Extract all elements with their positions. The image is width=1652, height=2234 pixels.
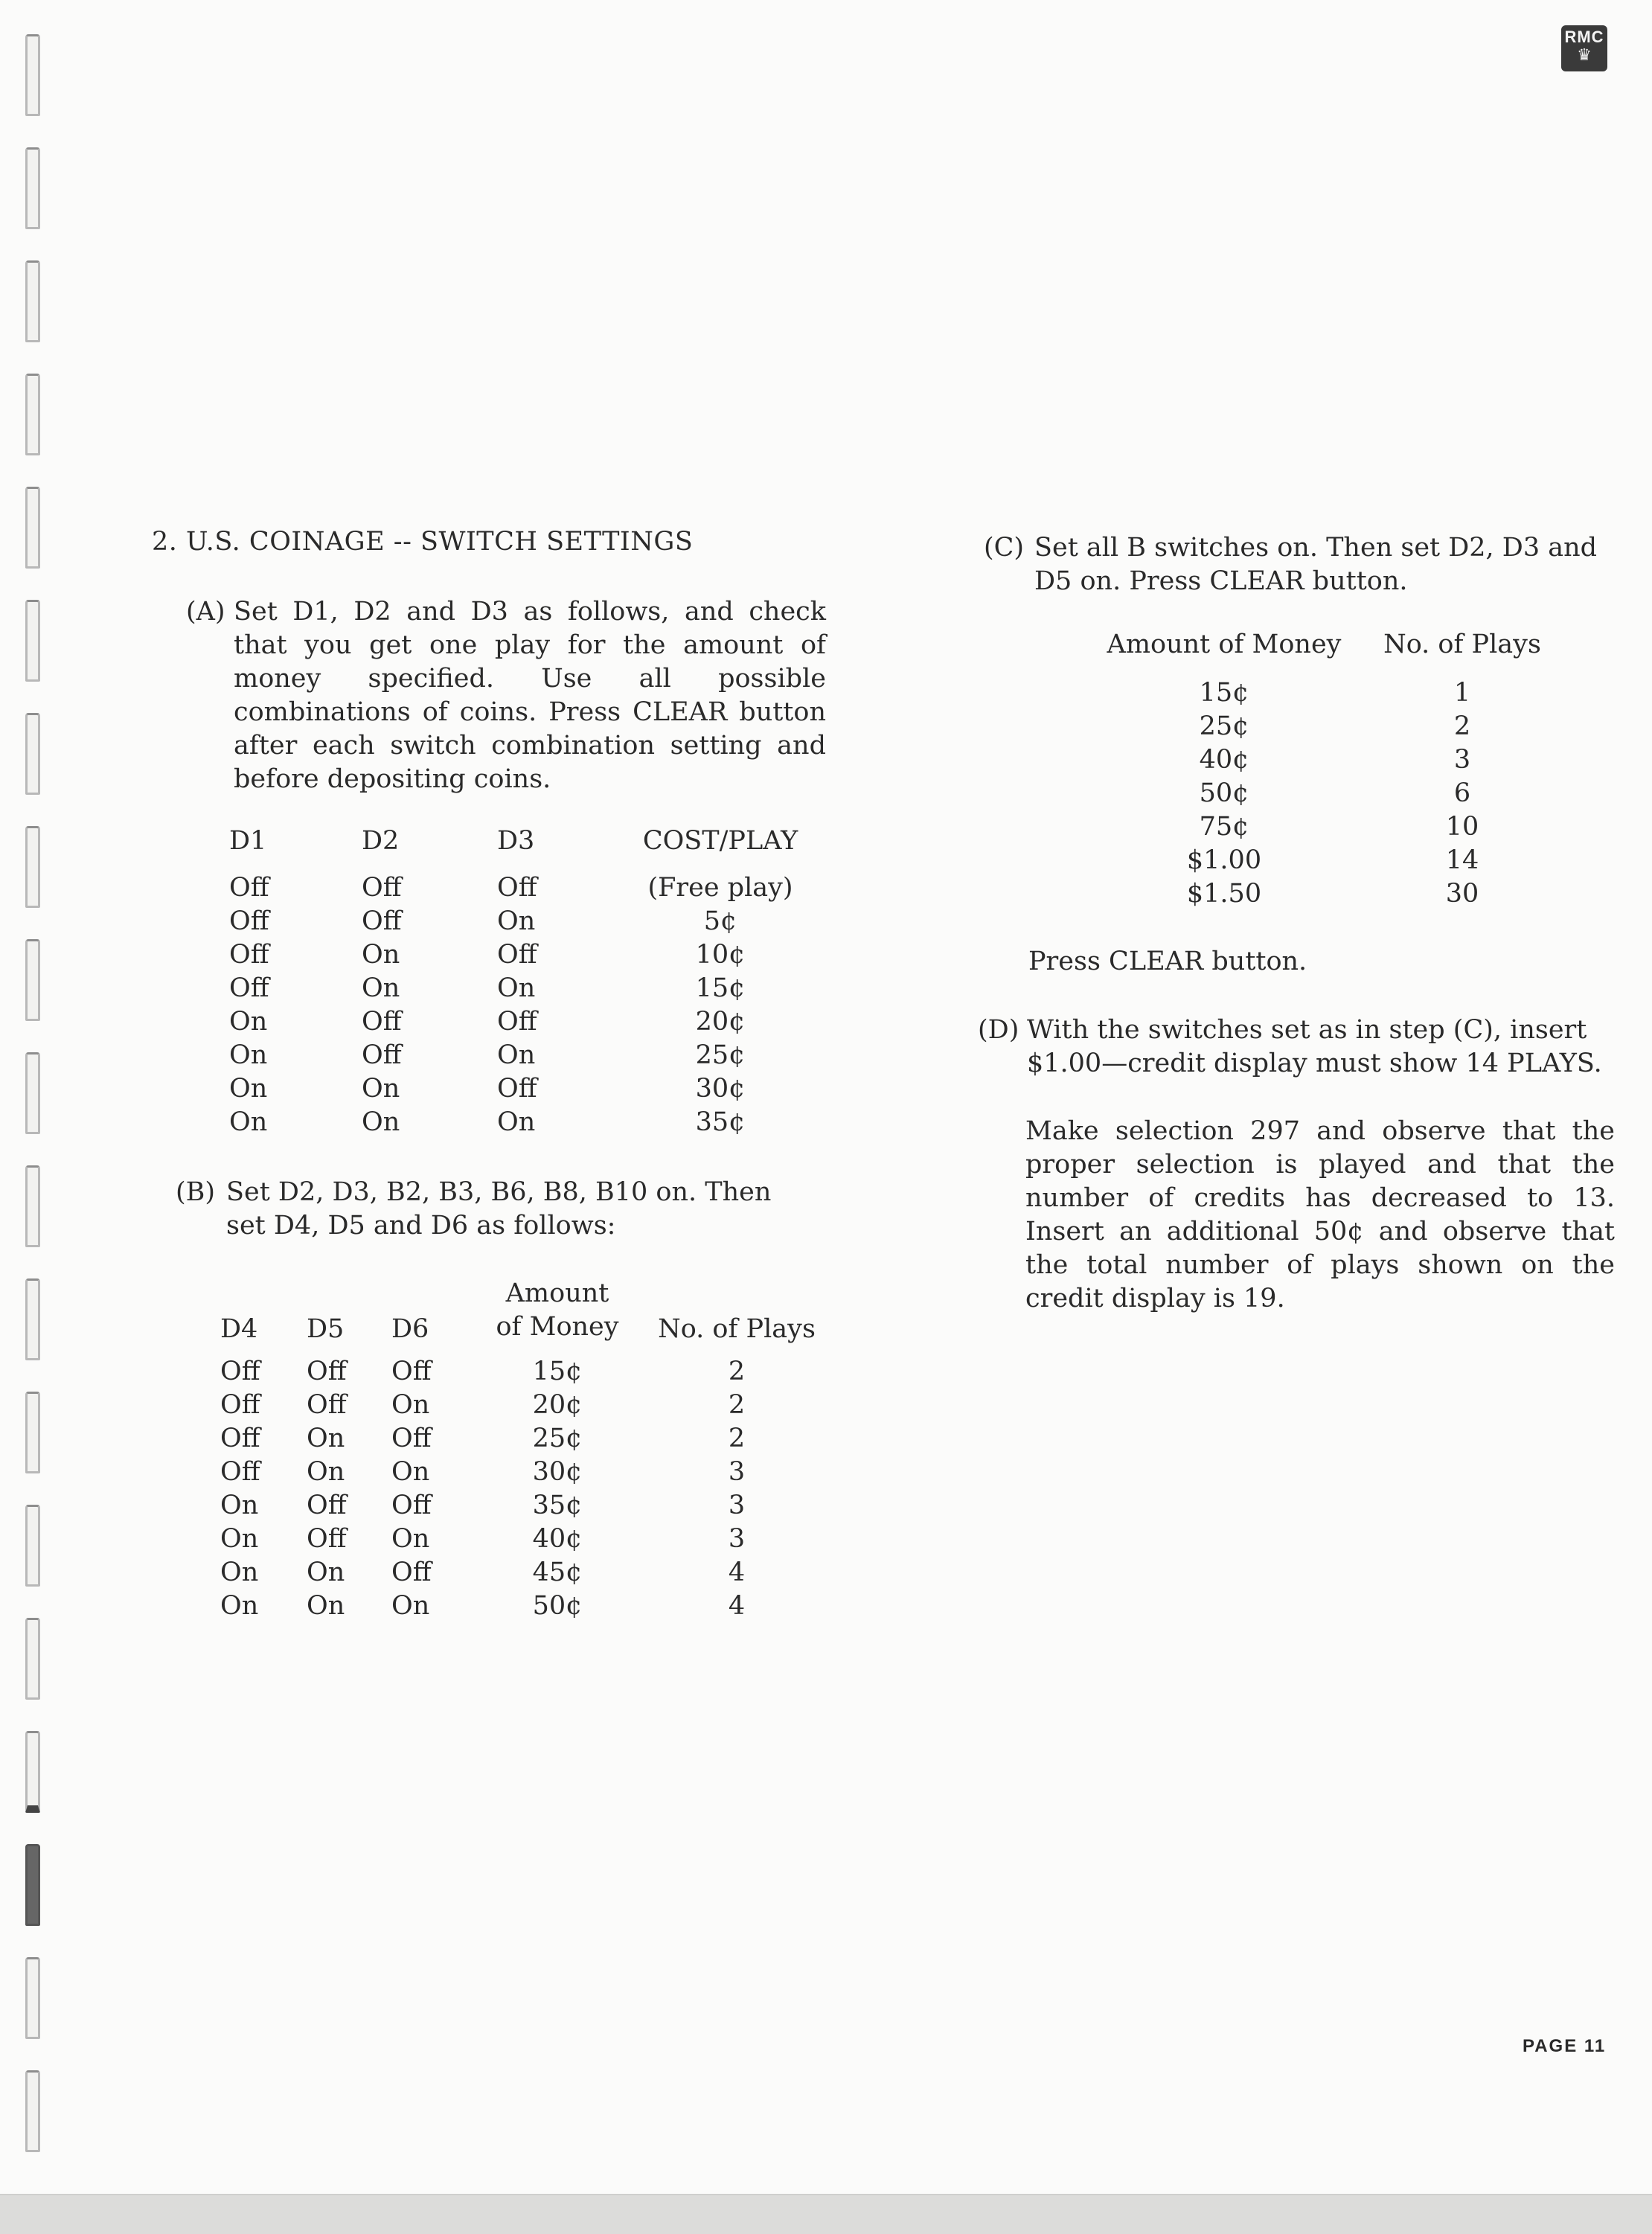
col-header: D1 xyxy=(229,826,267,856)
cell: 20¢ xyxy=(532,1389,583,1420)
cell: Off xyxy=(362,906,402,936)
cell: Off xyxy=(391,1490,432,1520)
col-header: No. of Plays xyxy=(1383,630,1541,659)
step-c-text: Set all B switches on. Then set D2, D3 and D5 on. Press CLEAR button. xyxy=(1034,533,1598,596)
binder-hole xyxy=(25,1052,40,1134)
binder-hole xyxy=(25,1618,40,1700)
cell: On xyxy=(362,973,400,1003)
cell: Off xyxy=(220,1356,260,1386)
col-header-amount xyxy=(475,1276,640,1344)
cell: 25¢ xyxy=(695,1040,746,1070)
binder-hole xyxy=(25,939,40,1021)
binder-hole xyxy=(25,260,40,342)
cell: 2 xyxy=(728,1389,746,1420)
cell: On xyxy=(307,1423,345,1453)
cell: Off xyxy=(391,1423,432,1453)
col-header: D4 xyxy=(220,1314,258,1344)
step-d-text: With the switches set as in step (C), insert $1.00—credit display must show 14 PLAYS. xyxy=(1027,1015,1602,1078)
cell: 4 xyxy=(728,1590,746,1621)
step-d-paragraph: Make selection 297 and observe that the proper selection is played and that the number of credits has decreased to 13. Insert an additional 50¢ and observe that the total number of plays shown on the credit display is 19. xyxy=(1025,1116,1615,1313)
cell: On xyxy=(229,1073,268,1104)
cell: 15¢ xyxy=(695,973,746,1003)
cell: Off xyxy=(220,1423,260,1453)
cell: Off xyxy=(220,1456,260,1487)
table-row xyxy=(229,904,810,938)
binder-hole xyxy=(25,147,40,229)
cell: 50¢ xyxy=(532,1590,583,1621)
cell: 75¢ xyxy=(1199,811,1249,842)
cell: On xyxy=(307,1456,345,1487)
page-number: PAGE 11 xyxy=(1523,2036,1607,2056)
cell: Off xyxy=(497,1006,537,1037)
step-b-marker: (B) xyxy=(176,1177,216,1207)
step-a xyxy=(186,595,826,796)
col-header: D6 xyxy=(391,1314,429,1344)
cell: On xyxy=(229,1107,268,1137)
cell: 35¢ xyxy=(695,1107,746,1137)
binder-hole xyxy=(25,374,40,455)
table-row xyxy=(1094,810,1570,843)
table-row xyxy=(220,1388,833,1421)
cell: Off xyxy=(307,1389,347,1420)
step-c xyxy=(984,531,1624,598)
binder-hole xyxy=(25,1165,40,1247)
cell: On xyxy=(497,1107,536,1137)
step-d-marker: (D) xyxy=(978,1015,1019,1045)
cell: $1.50 xyxy=(1186,878,1262,909)
cell: On xyxy=(391,1456,430,1487)
cell: On xyxy=(220,1490,259,1520)
cell: Off xyxy=(229,872,269,903)
cell: On xyxy=(362,939,400,970)
cell: On xyxy=(307,1590,345,1621)
binder-hole xyxy=(25,34,40,116)
binder-hole xyxy=(25,1392,40,1473)
binder-hole xyxy=(25,487,40,569)
cell: On xyxy=(362,1073,400,1104)
step-d xyxy=(978,1014,1619,1081)
cell: Off xyxy=(307,1523,347,1554)
cell: Off xyxy=(391,1356,432,1386)
cell: 25¢ xyxy=(1199,711,1249,741)
cell: Off xyxy=(391,1557,432,1587)
cell: Off xyxy=(307,1490,347,1520)
table-row xyxy=(229,871,810,904)
cell: 15¢ xyxy=(1199,677,1249,708)
table-row xyxy=(229,1105,810,1139)
cell: 3 xyxy=(728,1456,746,1487)
cell: 2 xyxy=(728,1356,746,1386)
col-header: D2 xyxy=(362,826,400,856)
col-header: Amount of Money xyxy=(1107,630,1342,659)
logo-text: RMC xyxy=(1564,28,1604,46)
plays-per-amount-table xyxy=(220,1276,833,1622)
cell: Off xyxy=(362,1006,402,1037)
table-row xyxy=(220,1555,833,1589)
cell: Off xyxy=(220,1389,260,1420)
cell: 40¢ xyxy=(1199,744,1249,775)
table-row xyxy=(220,1354,833,1388)
cell: 25¢ xyxy=(532,1423,583,1453)
cell: 10 xyxy=(1445,811,1479,842)
col-header: D5 xyxy=(307,1314,345,1344)
col-header: COST/PLAY xyxy=(642,826,798,856)
cell: 3 xyxy=(1453,744,1471,775)
step-b xyxy=(176,1176,823,1243)
cell: 3 xyxy=(728,1490,746,1520)
cell: 3 xyxy=(728,1523,746,1554)
cell: On xyxy=(391,1590,430,1621)
table-row xyxy=(229,1072,810,1105)
binder-hole xyxy=(25,2070,40,2152)
table-row xyxy=(229,971,810,1005)
cell: Off xyxy=(307,1356,347,1386)
binder-hole xyxy=(25,1957,40,2039)
cell: On xyxy=(220,1523,259,1554)
table-row xyxy=(220,1589,833,1622)
table-row xyxy=(220,1421,833,1455)
crown-icon: ♛ xyxy=(1577,46,1592,65)
binder-hole xyxy=(25,600,40,682)
cell: Off xyxy=(229,973,269,1003)
col-header: D3 xyxy=(497,826,535,856)
table-row xyxy=(220,1522,833,1555)
table-row xyxy=(1094,877,1570,910)
cell: 14 xyxy=(1445,845,1479,875)
cell: On xyxy=(497,973,536,1003)
table-row xyxy=(1094,776,1570,810)
step-c-marker: (C) xyxy=(984,533,1025,563)
binder-hole xyxy=(25,1731,40,1813)
binder-hole xyxy=(25,826,40,908)
cell: On xyxy=(362,1107,400,1137)
cell: (Free play) xyxy=(647,872,793,903)
cell: On xyxy=(391,1389,430,1420)
cell: On xyxy=(220,1557,259,1587)
cell: 35¢ xyxy=(532,1490,583,1520)
cell: 30 xyxy=(1445,878,1479,909)
cell: 6 xyxy=(1453,778,1471,808)
table-row xyxy=(220,1455,833,1488)
step-a-marker: (A) xyxy=(186,597,225,627)
cell: On xyxy=(497,1040,536,1070)
cell: 1 xyxy=(1453,677,1471,708)
table-row xyxy=(1094,843,1570,877)
cell: 20¢ xyxy=(695,1006,746,1037)
cell: 30¢ xyxy=(532,1456,583,1487)
table-row xyxy=(220,1488,833,1522)
cell: Off xyxy=(229,906,269,936)
cell: 10¢ xyxy=(695,939,746,970)
cell: Off xyxy=(362,1040,402,1070)
step-a-text: Set D1, D2 and D3 as follows, and check that you get one play for the amount of money specified. Use all possible combinations of coins. Press CLEAR button after each switch combination setting and before depositing coins. xyxy=(234,597,826,794)
cell: 15¢ xyxy=(532,1356,583,1386)
cell: On xyxy=(229,1006,268,1037)
cell: 45¢ xyxy=(532,1557,583,1587)
table-row xyxy=(229,938,810,971)
amount-line: of Money xyxy=(496,1312,619,1342)
table-row xyxy=(1094,709,1570,743)
cell: 50¢ xyxy=(1199,778,1249,808)
cell: 2 xyxy=(728,1423,746,1453)
cell: 30¢ xyxy=(695,1073,746,1104)
table-row xyxy=(229,1005,810,1038)
binder-hole xyxy=(25,1278,40,1360)
cell: $1.00 xyxy=(1186,845,1262,875)
cell: Off xyxy=(497,872,537,903)
table-row xyxy=(229,1038,810,1072)
cell: On xyxy=(391,1523,430,1554)
amount-line: Amount xyxy=(505,1278,609,1308)
col-header: No. of Plays xyxy=(658,1314,816,1344)
cell: 5¢ xyxy=(703,906,737,936)
cell: Off xyxy=(362,872,402,903)
cell: 2 xyxy=(1453,711,1471,741)
section-heading: 2. U.S. COINAGE -- SWITCH SETTINGS xyxy=(152,527,694,557)
table-row xyxy=(1094,676,1570,709)
press-clear-note: Press CLEAR button. xyxy=(1028,947,1307,976)
scan-bottom-edge xyxy=(0,2194,1652,2234)
binder-hole xyxy=(25,713,40,795)
cell: 4 xyxy=(728,1557,746,1587)
cell: On xyxy=(497,906,536,936)
cell: On xyxy=(307,1557,345,1587)
table-row xyxy=(1094,743,1570,776)
cost-per-play-table xyxy=(229,826,810,1139)
cell: Off xyxy=(497,939,537,970)
cell: 40¢ xyxy=(532,1523,583,1554)
cell: On xyxy=(220,1590,259,1621)
cell: Off xyxy=(497,1073,537,1104)
money-to-plays-table xyxy=(1094,630,1570,910)
binder-hole xyxy=(25,1844,40,1926)
cell: On xyxy=(229,1040,268,1070)
step-b-text: Set D2, D3, B2, B3, B6, B8, B10 on. Then set D4, D5 and D6 as follows: xyxy=(226,1177,772,1241)
binder-hole xyxy=(25,1505,40,1587)
cell: Off xyxy=(229,939,269,970)
rmc-logo xyxy=(1561,25,1607,71)
